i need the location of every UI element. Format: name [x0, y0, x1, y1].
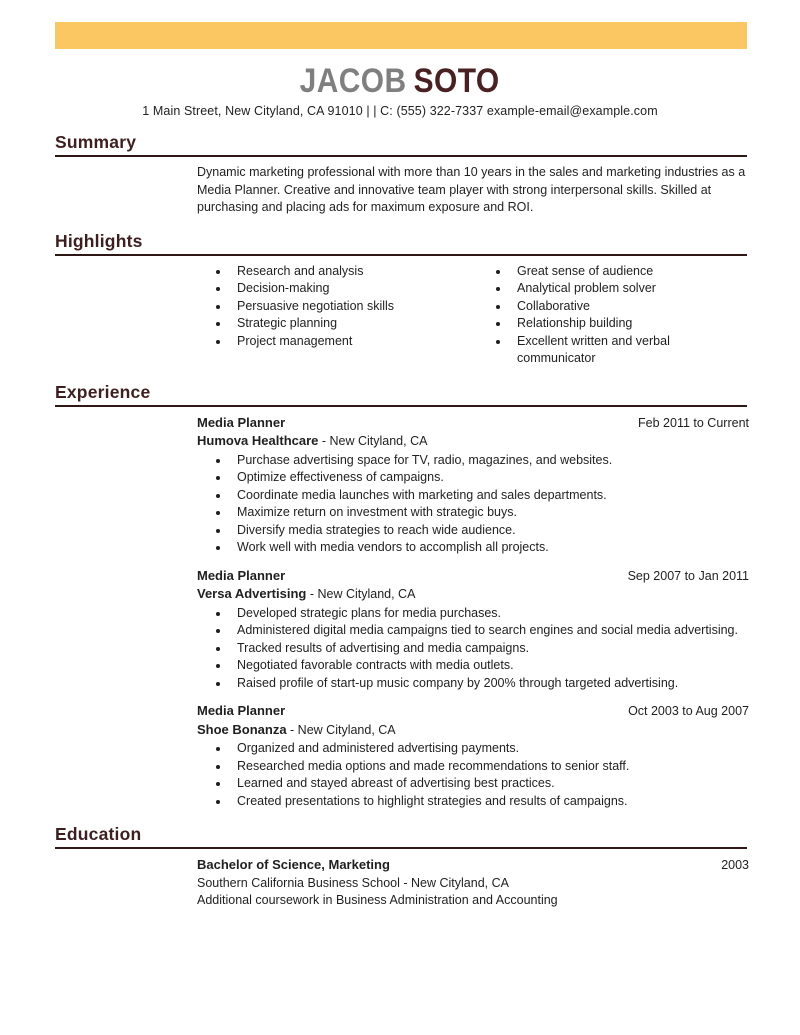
company-location: - New Cityland, CA	[286, 722, 396, 737]
section-experience	[55, 382, 747, 811]
highlights-list-left	[197, 263, 477, 368]
job-bullet-list	[197, 605, 749, 693]
job-bullet: • Diversify media strategies to reach wide audience.	[230, 522, 749, 540]
job-entry	[197, 702, 749, 810]
job-bullet: • Administered digital media campaigns tied to search engines and social media advertising.	[230, 622, 749, 640]
education-body	[197, 849, 749, 910]
job-bullet: • Coordinate media launches with marketing and sales departments.	[230, 487, 749, 505]
highlight-item: • Research and analysis	[230, 263, 477, 281]
company-name: Humova Healthcare	[197, 433, 319, 449]
summary-body	[197, 157, 749, 217]
highlight-item: • Great sense of audience	[510, 263, 740, 281]
section-summary	[55, 132, 747, 217]
job-dates: Feb 2011 to Current	[638, 415, 749, 430]
company-name: Shoe Bonanza	[197, 721, 287, 737]
highlight-item: • Analytical problem solver	[510, 280, 740, 298]
job-bullet-list	[197, 740, 749, 810]
section-highlights	[55, 231, 747, 368]
job-entry	[197, 414, 749, 557]
highlights-body	[197, 256, 749, 368]
job-bullet: • Organized and administered advertising payments.	[230, 740, 749, 758]
highlight-item: • Decision-making	[230, 280, 477, 298]
section-education	[55, 824, 747, 910]
job-dates: Sep 2007 to Jan 2011	[627, 568, 749, 583]
highlight-item: • Relationship building	[510, 315, 740, 333]
company-location: - New Cityland, CA	[318, 434, 428, 449]
job-title: Media Planner	[197, 567, 286, 583]
experience-heading: Experience	[55, 382, 747, 407]
job-company-line	[197, 721, 749, 740]
job-title: Media Planner	[197, 703, 286, 719]
job-bullet: • Developed strategic plans for media purchases.	[230, 605, 749, 623]
contact-line: 1 Main Street, New Cityland, CA 91010 | | C: (555) 322-7337 example-email@example.com	[142, 104, 658, 119]
job-company-line	[197, 585, 749, 604]
job-bullet: • Maximize return on investment with strategic buys.	[230, 504, 749, 522]
summary-heading: Summary	[55, 132, 747, 157]
candidate-name	[300, 62, 500, 100]
resume-content	[55, 132, 747, 910]
job-bullet: • Purchase advertising space for TV, radio, magazines, and websites.	[230, 452, 749, 470]
highlight-item: • Collaborative	[510, 298, 740, 316]
job-bullet-list	[197, 452, 749, 557]
education-school: Southern California Business School - New Cityland, CA	[197, 875, 509, 890]
education-degree: Bachelor of Science, Marketing	[197, 857, 390, 873]
job-head	[197, 567, 749, 586]
job-entry	[197, 567, 749, 693]
accent-bar	[55, 22, 747, 49]
education-extra: Additional coursework in Business Administration and Accounting	[197, 893, 558, 908]
job-head	[197, 414, 749, 433]
last-name: SOTO	[413, 62, 500, 100]
company-name: Versa Advertising	[197, 586, 307, 602]
highlights-list-right	[477, 263, 740, 368]
job-bullet: • Researched media options and made recommendations to senior staff.	[230, 758, 749, 776]
education-year: 2003	[721, 858, 749, 873]
highlights-heading: Highlights	[55, 231, 747, 256]
summary-text: Dynamic marketing professional with more than 10 years in the sales and marketing industries as a Media Planner. Creative and innovative team player with strong interpersonal skills. Skilled at purchasing and placing ads for maximum exposure and ROI.	[197, 165, 746, 215]
job-bullet: • Learned and stayed abreast of advertising best practices.	[230, 775, 749, 793]
job-dates: Oct 2003 to Aug 2007	[628, 704, 749, 719]
company-location: - New Cityland, CA	[306, 587, 416, 602]
job-bullet: • Work well with media vendors to accomplish all projects.	[230, 539, 749, 557]
first-name: JACOB	[299, 62, 407, 100]
job-bullet: • Optimize effectiveness of campaigns.	[230, 469, 749, 487]
job-title: Media Planner	[197, 414, 286, 430]
job-bullet: • Negotiated favorable contracts with media outlets.	[230, 657, 749, 675]
highlight-item: • Excellent written and verbal communicator	[510, 333, 740, 368]
job-company-line	[197, 432, 749, 451]
job-bullet: • Tracked results of advertising and media campaigns.	[230, 640, 749, 658]
highlight-item: • Strategic planning	[230, 315, 477, 333]
education-head	[197, 856, 749, 875]
experience-body	[197, 407, 749, 811]
job-bullet: • Raised profile of start-up music company by 200% through targeted advertising.	[230, 675, 749, 693]
job-head	[197, 702, 749, 721]
highlight-item: • Project management	[230, 333, 477, 351]
resume-header	[0, 0, 800, 118]
highlight-item: • Persuasive negotiation skills	[230, 298, 477, 316]
education-heading: Education	[55, 824, 747, 849]
job-bullet: • Created presentations to highlight strategies and results of campaigns.	[230, 793, 749, 811]
